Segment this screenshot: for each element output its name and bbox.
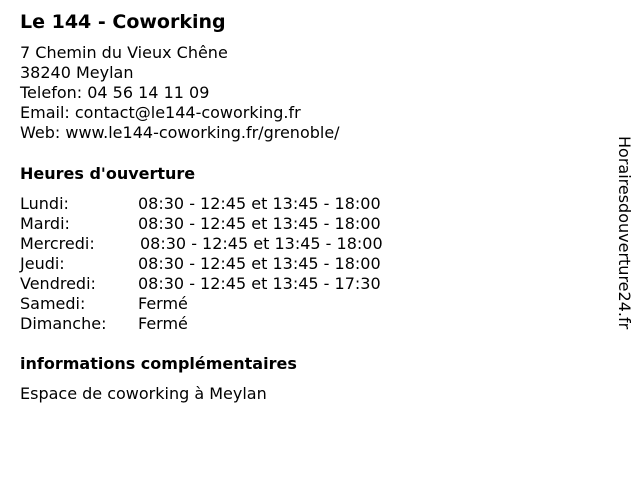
web-line: Web: www.le144-coworking.fr/grenoble/ [20,123,340,142]
opening-hours-heading: Heures d'ouverture [20,164,196,183]
email-line: Email: contact@le144-coworking.fr [20,103,301,122]
site-credit-watermark: Horairesdouverture24.fr [615,136,634,330]
day-hours: 08:30 - 12:45 et 13:45 - 18:00 [138,254,381,273]
day-label: Mardi: [20,214,70,233]
day-hours: 08:30 - 12:45 et 13:45 - 18:00 [138,214,381,233]
day-hours: 08:30 - 12:45 et 13:45 - 18:00 [138,194,381,213]
phone-line: Telefon: 04 56 14 11 09 [20,83,210,102]
address-city: 38240 Meylan [20,63,134,82]
day-hours: 08:30 - 12:45 et 13:45 - 17:30 [138,274,381,293]
day-hours: Fermé [138,294,188,313]
day-label: Jeudi: [20,254,65,273]
day-hours: Fermé [138,314,188,333]
address-street: 7 Chemin du Vieux Chêne [20,43,228,62]
business-name: Le 144 - Coworking [20,11,226,33]
day-label: Samedi: [20,294,86,313]
day-label: Mercredi: [20,234,95,253]
additional-info-heading: informations complémentaires [20,354,297,373]
additional-info-text: Espace de coworking à Meylan [20,384,267,403]
day-label: Vendredi: [20,274,96,293]
day-hours: 08:30 - 12:45 et 13:45 - 18:00 [140,234,383,253]
contact-block [20,43,340,143]
day-label: Lundi: [20,194,69,213]
day-label: Dimanche: [20,314,107,333]
